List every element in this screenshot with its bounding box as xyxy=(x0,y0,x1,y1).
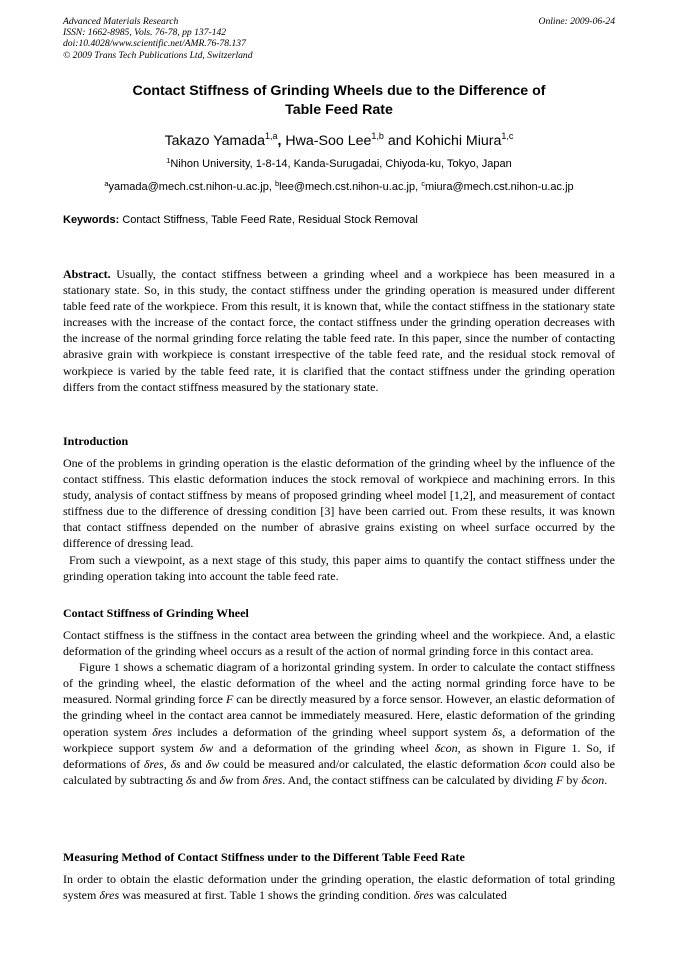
affiliation-sup: 1 xyxy=(166,156,171,165)
email-sup: b xyxy=(274,179,280,188)
email-address[interactable]: lee@mech.cst.nihon-u.ac.jp xyxy=(279,181,416,193)
section-heading-introduction: Introduction xyxy=(63,434,129,448)
online-date: Online: 2009-06-24 xyxy=(538,16,615,27)
email-sup: c xyxy=(421,179,425,188)
abstract-block xyxy=(63,266,615,395)
copyright-line: © 2009 Trans Tech Publications Ltd, Switzerland xyxy=(63,49,253,61)
keywords-line xyxy=(63,213,615,228)
affiliation-text: Nihon University, 1-8-14, Kanda-Surugadai, Chiyoda-ku, Tokyo, Japan xyxy=(170,158,512,170)
author-name: Takazo Yamada xyxy=(164,133,265,149)
author-sup: 1,c xyxy=(501,131,514,141)
section-heading-contact-stiffness: Contact Stiffness of Grinding Wheel xyxy=(63,606,249,620)
author-name: Hwa-Soo Lee xyxy=(285,133,372,149)
email-separator: , xyxy=(415,181,422,193)
title-line-1: Contact Stiffness of Grinding Wheels due to the Difference of xyxy=(132,83,546,99)
author-list xyxy=(63,132,615,150)
email-separator: , xyxy=(268,181,275,193)
abstract-label: Abstract. xyxy=(63,267,111,281)
email-address[interactable]: yamada@mech.cst.nihon-u.ac.jp xyxy=(108,181,269,193)
author-separator: and xyxy=(383,133,416,149)
intro-paragraph-2: From such a viewpoint, as a next stage of this study, this paper aims to quantify the contact stiffness under the grinding operation taking into account the table feed rate. xyxy=(63,552,615,583)
keywords-label: Keywords: xyxy=(63,214,120,226)
issn-line: ISSN: 1662-8985, Vols. 76-78, pp 137-142 xyxy=(63,27,227,39)
author-name: Kohichi Miura xyxy=(415,133,502,149)
section-heading-measuring-method: Measuring Method of Contact Stiffness under to the Different Table Feed Rate xyxy=(63,850,465,864)
author-separator: , xyxy=(277,133,286,149)
email-list xyxy=(63,180,615,195)
title-line-2: Table Feed Rate xyxy=(285,102,393,118)
measuring-method-block xyxy=(63,871,615,903)
introduction-block xyxy=(63,455,615,584)
email-address[interactable]: miura@mech.cst.nihon-u.ac.jp xyxy=(424,181,574,193)
email-sup: a xyxy=(104,179,109,188)
cs-paragraph-2: Figure 1 shows a schematic diagram of a horizontal grinding system. In order to calculate the contact stiffness of the grinding wheel, the elastic deformation of the wheel and the acting normal grinding force have to be measured. Normal grinding force F can be directly measured by a force sensor. However, an elastic deformation of the grinding wheel in the contact area cannot be immediately measured. Here, elastic deformation of the grinding operation system δres includes a deformation of the grinding wheel support system δs, a deformation of the workpiece support system δw and a deformation of the grinding wheel δcon, as shown in Figure 1. So, if deformations of δres, δs and δw could be measured and/or calculated, the elastic deformation δcon could also be calculated by subtracting δs and δw from δres. And, the contact stiffness can be calculated by dividing F by δcon. xyxy=(63,660,616,787)
mm-paragraph-1: In order to obtain the elastic deformation under the grinding operation, the elastic deformation of total grinding system δres was measured at first. Table 1 shows the grinding condition. δres was calculated xyxy=(63,872,615,903)
keywords-text: Contact Stiffness, Table Feed Rate, Residual Stock Removal xyxy=(122,214,418,226)
doi-line: doi:10.4028/www.scientific.net/AMR.76-78.137 xyxy=(63,38,246,50)
cs-paragraph-1: Contact stiffness is the stiffness in the contact area between the grinding wheel and the workpiece. And, a elastic deformation of the grinding wheel occurs as a result of the action of normal grinding force in this contact area. xyxy=(63,628,615,659)
journal-header xyxy=(63,16,615,61)
journal-name: Advanced Materials Research xyxy=(63,16,179,27)
author-sup: 1,a xyxy=(265,131,278,141)
contact-stiffness-block xyxy=(63,627,615,788)
paper-title xyxy=(63,82,615,120)
intro-paragraph-1: One of the problems in grinding operation is the elastic deformation of the grinding wheel by the influence of the contact stiffness. This elastic deformation induces the stock removal of workpiece and machining errors. In this study, analysis of contact stiffness by means of proposed grinding wheel model [1,2], and measurement of contact stiffness due to the difference of dressing condition [3] have been carried out. From these results, it was known that contact stiffness depended on the number of abrasive grains existing on wheel surface occurred by the difference of dressing lead. xyxy=(63,456,615,551)
author-sup: 1,b xyxy=(371,131,384,141)
abstract-text: Usually, the contact stiffness between a grinding wheel and a workpiece has been measured in a stationary state. So, in this study, the contact stiffness under the grinding operation is measured under different table feed rate of the workpiece. From this result, it is known that, while the contact stiffness in the stationary state increases with the increase of the contact force, the contact stiffness under the grinding operation decreases with the increase of the normal grinding force relating the table feed rate. In this paper, since the number of contacting abrasive grain with workpiece is constant irrespective of the table feed rate, and the residual stock removal of workpiece is varied by the table feed rate, it is clarified that the contact stiffness under the grinding operation differs from the contact stiffness measured by the stationary state. xyxy=(63,267,616,394)
affiliation xyxy=(63,157,615,172)
